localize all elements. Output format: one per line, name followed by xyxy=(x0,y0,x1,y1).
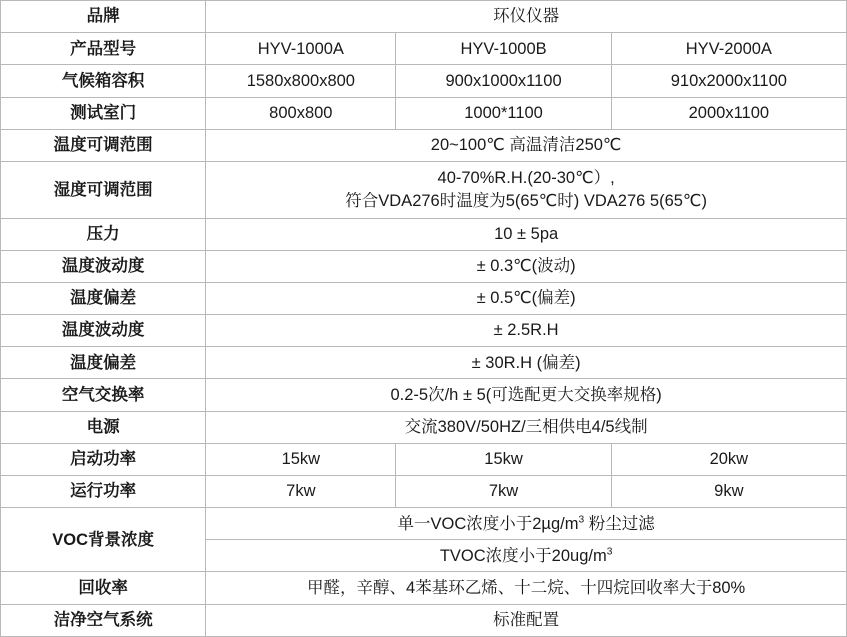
row-label-chamber-volume: 气候箱容积 xyxy=(1,65,206,97)
cell-run-power-c: 9kw xyxy=(611,475,846,507)
cell-humidity-fluctuation-value: ± 2.5R.H xyxy=(206,315,847,347)
voc-single-post: 粉尘过滤 xyxy=(584,514,655,533)
table-row xyxy=(1,282,847,314)
table-row xyxy=(1,129,847,161)
row-label-pressure: 压力 xyxy=(1,218,206,250)
table-row xyxy=(1,218,847,250)
cell-start-power-c: 20kw xyxy=(611,443,846,475)
table-row xyxy=(1,97,847,129)
table-row xyxy=(1,508,847,540)
table-row xyxy=(1,379,847,411)
cell-run-power-b: 7kw xyxy=(396,475,611,507)
cell-temp-fluctuation-value: ± 0.3℃(波动) xyxy=(206,250,847,282)
cell-temp-deviation-value: ± 0.5℃(偏差) xyxy=(206,282,847,314)
cell-model-b: HYV-1000B xyxy=(396,33,611,65)
table-row xyxy=(1,1,847,33)
row-label-temp-deviation: 温度偏差 xyxy=(1,282,206,314)
cell-power-supply-value: 交流380V/50HZ/三相供电4/5线制 xyxy=(206,411,847,443)
table-row xyxy=(1,572,847,604)
cell-start-power-a: 15kw xyxy=(206,443,396,475)
table-row xyxy=(1,475,847,507)
row-label-start-power: 启动功率 xyxy=(1,443,206,475)
row-label-humidity-fluctuation: 温度波动度 xyxy=(1,315,206,347)
row-label-temp-range: 温度可调范围 xyxy=(1,129,206,161)
humidity-range-line1: 40-70%R.H.(20-30℃）, xyxy=(437,169,615,188)
row-label-temp-fluctuation: 温度波动度 xyxy=(1,250,206,282)
table-row xyxy=(1,33,847,65)
cell-humidity-range-value xyxy=(206,161,847,218)
row-label-clean-air-system: 洁净空气系统 xyxy=(1,604,206,636)
table-row xyxy=(1,161,847,218)
row-label-air-exchange: 空气交换率 xyxy=(1,379,206,411)
cell-temp-range-value: 20~100℃ 高温清洁250℃ xyxy=(206,129,847,161)
cell-start-power-b: 15kw xyxy=(396,443,611,475)
cell-model-c: HYV-2000A xyxy=(611,33,846,65)
cell-pressure-value: 10 ± 5pa xyxy=(206,218,847,250)
cell-air-exchange-value: 0.2-5次/h ± 5(可选配更大交换率规格) xyxy=(206,379,847,411)
tvoc-pre: TVOC浓度小于20ug/m xyxy=(439,546,607,565)
cell-humidity-deviation-value: ± 30R.H (偏差) xyxy=(206,347,847,379)
row-label-run-power: 运行功率 xyxy=(1,475,206,507)
row-label-humidity-range: 湿度可调范围 xyxy=(1,161,206,218)
cell-run-power-a: 7kw xyxy=(206,475,396,507)
voc-single-pre: 单一VOC浓度小于2µg/m xyxy=(397,514,579,533)
row-label-test-door: 测试室门 xyxy=(1,97,206,129)
table-row xyxy=(1,315,847,347)
voc-single-sup: 3 xyxy=(578,514,585,526)
cell-chamber-volume-c: 910x2000x1100 xyxy=(611,65,846,97)
table-row xyxy=(1,411,847,443)
table-row xyxy=(1,65,847,97)
tvoc-sup: 3 xyxy=(606,546,613,558)
cell-clean-air-system-value: 标准配置 xyxy=(206,604,847,636)
cell-recovery-rate-value: 甲醛，辛醇、4苯基环乙烯、十二烷、十四烷回收率大于80% xyxy=(206,572,847,604)
row-label-power-supply: 电源 xyxy=(1,411,206,443)
row-label-brand: 品牌 xyxy=(1,1,206,33)
table-row xyxy=(1,443,847,475)
cell-test-door-a: 800x800 xyxy=(206,97,396,129)
row-label-humidity-deviation: 温度偏差 xyxy=(1,347,206,379)
row-label-model: 产品型号 xyxy=(1,33,206,65)
cell-model-a: HYV-1000A xyxy=(206,33,396,65)
table-row xyxy=(1,347,847,379)
table-row xyxy=(1,250,847,282)
cell-test-door-c: 2000x1100 xyxy=(611,97,846,129)
humidity-range-line2: 符合VDA276时温度为5(65℃时) VDA276 5(65℃) xyxy=(345,191,707,210)
row-label-voc-background: VOC背景浓度 xyxy=(1,508,206,572)
cell-voc-single-value xyxy=(206,508,847,540)
cell-test-door-b: 1000*1100 xyxy=(396,97,611,129)
cell-chamber-volume-b: 900x1000x1100 xyxy=(396,65,611,97)
cell-chamber-volume-a: 1580x800x800 xyxy=(206,65,396,97)
cell-brand-value: 环仪仪器 xyxy=(206,1,847,33)
cell-tvoc-value xyxy=(206,540,847,572)
row-label-recovery-rate: 回收率 xyxy=(1,572,206,604)
table-row xyxy=(1,604,847,636)
